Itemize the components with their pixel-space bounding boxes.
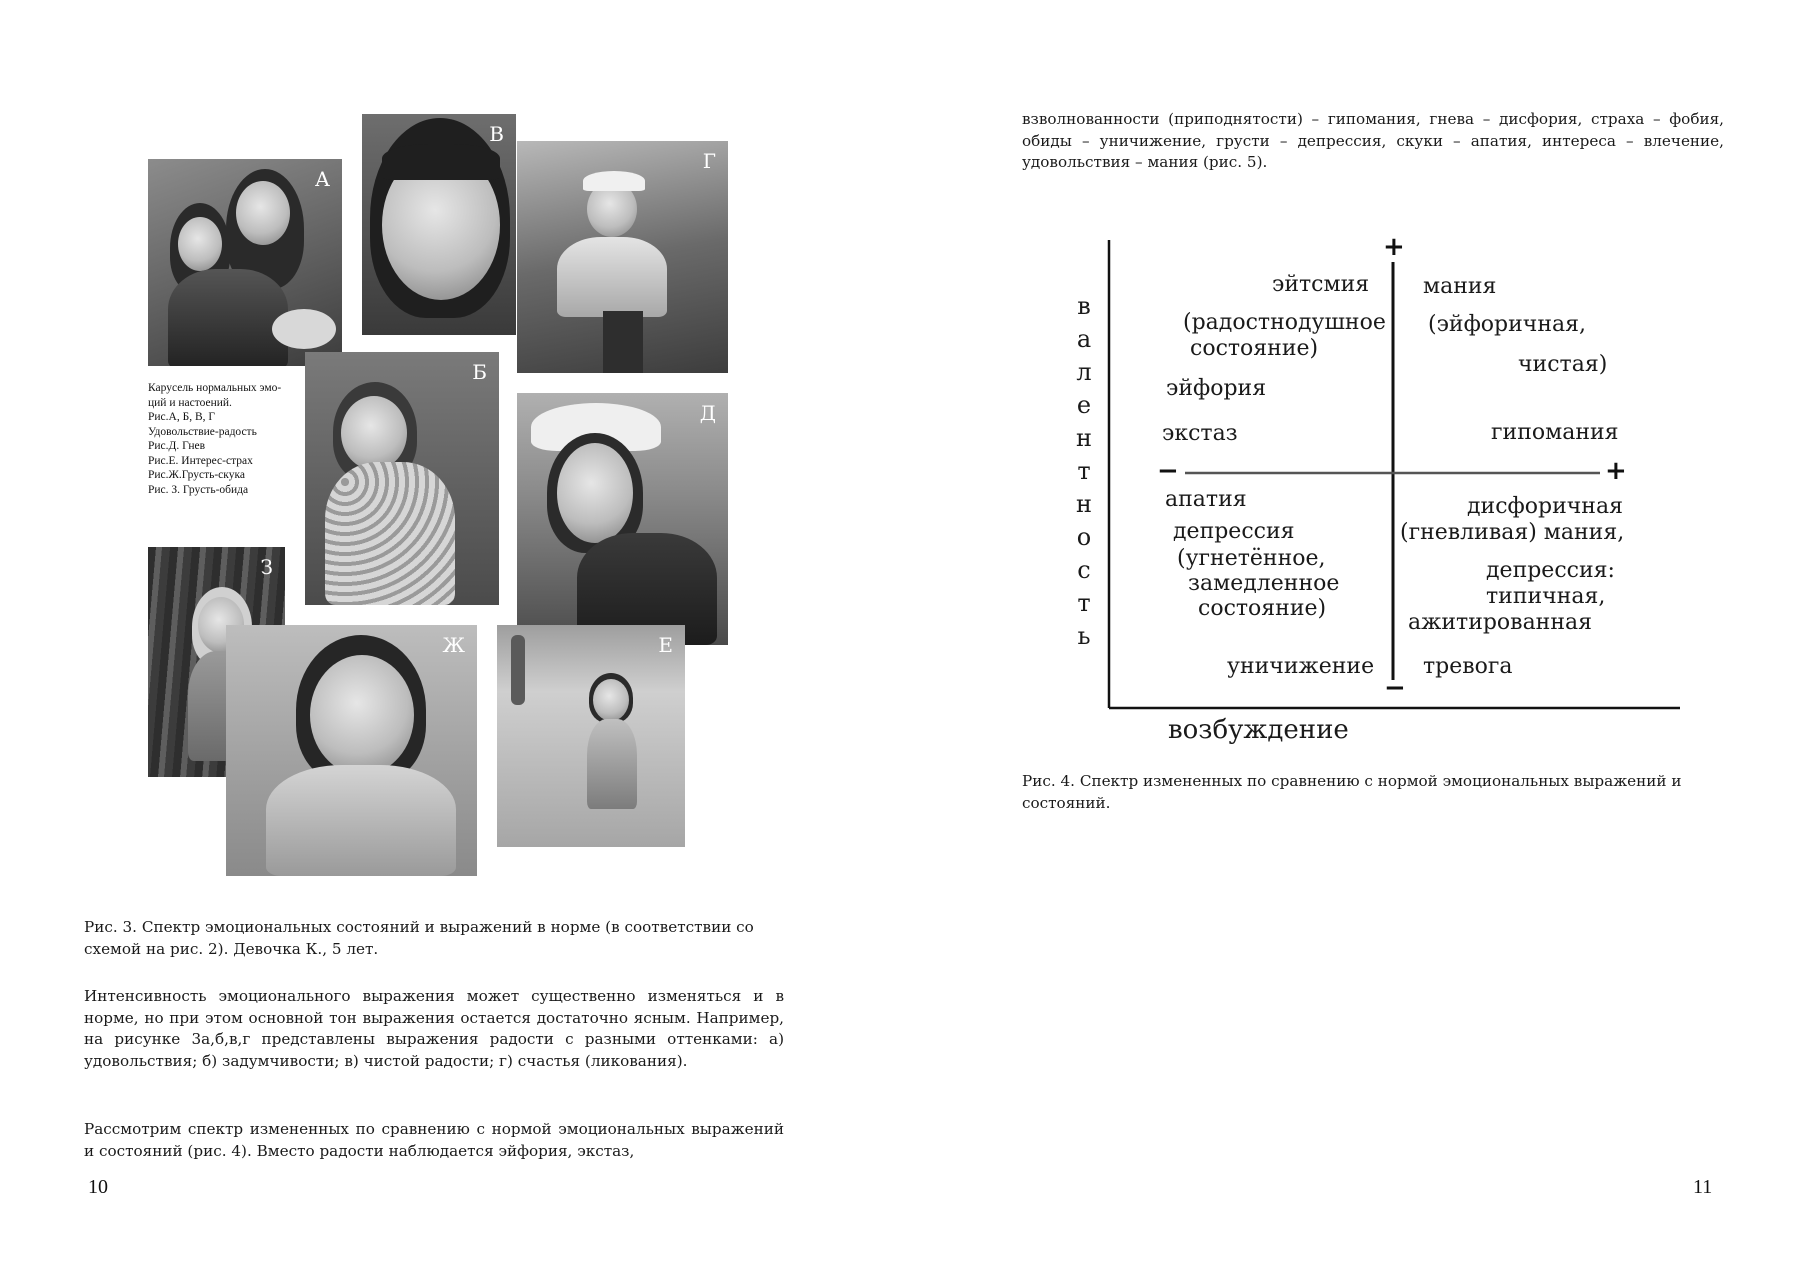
y-axis-letter: т (1077, 457, 1091, 485)
y-axis-letter: ь (1077, 622, 1091, 650)
label-dep-typical: ажитированная (1408, 610, 1593, 635)
figure-4-caption: Рис. 4. Спектр измененных по сравнению с нормой эмоциональных выражений и состояний. (1022, 772, 1682, 812)
photo-letter: Ж (442, 633, 465, 657)
photo-letter: Д (699, 401, 716, 425)
y-axis-letter: е (1076, 391, 1092, 419)
plus-right-sign: + (1605, 456, 1627, 486)
label-mania-desc: (эйфоричная, (1428, 312, 1586, 337)
plus-top-sign: + (1383, 232, 1405, 262)
y-axis-letter: н (1076, 490, 1092, 518)
photo-letter: Б (472, 360, 487, 384)
label-dep-typical: типичная, (1486, 584, 1606, 609)
label-euphoria: эйфория (1166, 376, 1267, 401)
y-axis-letter: в (1077, 292, 1091, 320)
label-anxiety: тревога (1423, 654, 1513, 679)
photo-letter: Г (702, 149, 716, 173)
page-number: 11 (1693, 1176, 1713, 1198)
y-axis-letter: т (1077, 589, 1091, 617)
label-depression-desc: (угнетённое, (1177, 546, 1326, 571)
y-axis-letter: о (1076, 523, 1092, 551)
y-axis-letter: л (1076, 358, 1092, 386)
caption-line: ций и настоений. (148, 396, 232, 409)
figure-3-caption: Рис. 3. Спектр эмоциональных состояний и выражений в норме (в соответствии со схемой на рис. 2). Девочка К., 5 лет. (84, 918, 754, 958)
label-depression-desc: замедленное (1188, 571, 1340, 596)
caption-line: Рис. З. Грусть-обида (148, 483, 249, 496)
label-depression-desc: состояние) (1198, 596, 1327, 621)
label-dysphoric: дисфоричная (1467, 494, 1623, 519)
label-eitimia-desc: (радостнодушное (1183, 310, 1386, 335)
photo-letter: А (314, 167, 330, 191)
caption-line: Рис.А, Б, В, Г (148, 411, 216, 423)
top-paragraph: взволнованности (приподнятости) – гипомания, гнева – дисфория, страха – фобия, обиды – уничижение, грусти – депрессия, скуки – апатия, интереса – влечение, удовольствия – мания (рис. 5). (1022, 110, 1724, 171)
caption-line: Удовольствие-радость (148, 425, 257, 438)
minus-left-sign: − (1157, 456, 1179, 486)
minus-bottom-sign: − (1384, 673, 1406, 703)
y-axis-letter: с (1077, 556, 1091, 584)
caption-line: Карусель нормальных эмо- (148, 382, 282, 394)
label-humiliation: уничижение (1227, 654, 1375, 679)
photo-letter: Е (658, 633, 673, 657)
paragraph-2: Рассмотрим спектр измененных по сравнению с нормой эмоциональных выражений и состояний (рис. 4). Вместо радости наблюдается эйфория, экстаз, (84, 1120, 784, 1160)
label-dysphoric: (гневливая) мания, (1400, 520, 1625, 545)
caption-line: Рис.Ж.Грусть-скука (148, 469, 245, 481)
y-axis-letter: а (1076, 325, 1092, 353)
label-mania: мания (1423, 274, 1497, 299)
caption-line: Рис.Д. Гнев (148, 440, 206, 452)
caption-line: Рис.Е. Интерес-страх (148, 454, 253, 467)
label-dep-typical: депрессия: (1486, 558, 1615, 583)
label-hypomania: гипомания (1491, 420, 1619, 445)
label-depression: депрессия (1173, 519, 1295, 544)
x-axis-label: возбуждение (1168, 715, 1349, 745)
label-apathy: апатия (1165, 487, 1247, 512)
paragraph-1: Интенсивность эмоционального выражения может существенно изменяться и в норме, но при этом основной тон выражения остается достаточно ясным. Например, на рисунке 3а,б,в,г представлены выражения радости с разными оттенками: а) удовольствия; б) задумчивости; в) чистой радости; г) счастья (ликования). (84, 987, 784, 1070)
label-eitimia: эйтсмия (1272, 272, 1370, 297)
label-eitimia-desc: состояние) (1190, 336, 1319, 361)
label-mania-desc: чистая) (1518, 352, 1608, 377)
photo-letter: З (260, 555, 273, 579)
label-ecstasy: экстаз (1162, 421, 1238, 446)
photo-letter: В (489, 122, 504, 146)
page-number: 10 (88, 1176, 108, 1198)
y-axis-letter: н (1076, 424, 1092, 452)
